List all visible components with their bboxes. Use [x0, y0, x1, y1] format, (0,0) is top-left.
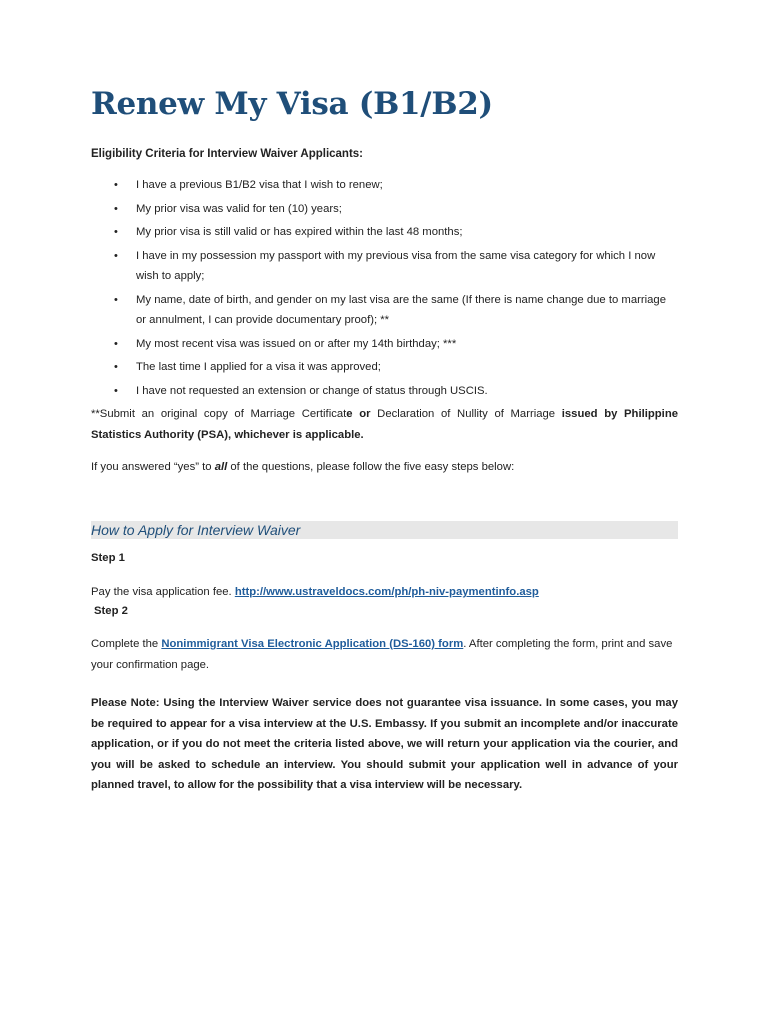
step-2-label: Step 2 [94, 605, 128, 617]
list-item [91, 199, 678, 220]
list-item-text: The last time I applied for a visa it was approved; [136, 361, 381, 373]
list-item-text: My prior visa was valid for ten (10) years; [136, 202, 342, 215]
psa-note-part3: Declaration of Nullity of Marriage [370, 408, 562, 420]
list-item-text: I have not requested an extension or change of status through USCIS. [136, 384, 488, 397]
list-item-text: My prior visa is still valid or has expired within the last 48 months; [136, 226, 463, 238]
psa-note-part4: issued by Philippine Statistics Authority (PSA), whichever is applicable. [91, 408, 678, 441]
bullet-icon: • [114, 249, 118, 262]
page-title: Renew My Visa (B1/B2) [91, 86, 493, 122]
bullet-icon: • [114, 179, 118, 191]
bullet-icon: • [114, 202, 118, 215]
bullet-icon: • [114, 293, 118, 306]
list-item [91, 357, 678, 378]
step-1-text [91, 582, 678, 603]
answer-line-emphasis: all [214, 461, 228, 473]
bullet-icon: • [114, 226, 118, 238]
step-2-text [91, 634, 678, 675]
payment-info-link[interactable]: http://www.ustraveldocs.com/ph/ph-niv-paymentinfo.asp [234, 586, 539, 598]
eligibility-heading: Eligibility Criteria for Interview Waiver Applicants: [91, 148, 364, 160]
step-1-label: Step 1 [91, 552, 125, 564]
psa-note-part2: e or [346, 408, 371, 420]
list-item [91, 334, 678, 355]
bullet-icon: • [114, 384, 118, 397]
step-2-after: . After completing the form, print and save your confirmation page. [91, 638, 673, 671]
criteria-list [91, 175, 678, 404]
step-2-before: Complete the [91, 638, 162, 650]
list-item [91, 222, 678, 243]
list-item [91, 381, 678, 402]
list-item [91, 290, 678, 331]
list-item-text: My most recent visa was issued on or after my 14th birthday; *** [136, 337, 457, 350]
list-item-text: My name, date of birth, and gender on my last visa are the same (If there is name change due to marriage or annulment, I can provide documentary proof); ** [136, 293, 666, 326]
psa-note-part1: **Submit an original copy of Marriage Certificat [91, 408, 347, 420]
answer-line-before: If you answered “yes” to [91, 461, 215, 473]
please-note: Please Note: Using the Interview Waiver service does not guarantee visa issuance. In some cases, you may be required to appear for a visa interview at the U.S. Embassy. If you submit an incomplete and/or inaccurate application, or if you do not meet the criteria listed above, we will return your application via the courier, and you will be asked to schedule an interview. You should submit your application well in advance of your planned travel, to allow for the possibility that a visa interview will be necessary. [91, 697, 678, 791]
section-header [91, 521, 678, 539]
bullet-icon: • [114, 337, 118, 350]
psa-note [91, 404, 678, 445]
answer-line-after: of the questions, please follow the five easy steps below: [227, 461, 515, 473]
list-item-text: I have in my possession my passport with my previous visa from the same visa category for which I now wish to apply; [136, 249, 656, 282]
section-title: How to Apply for Interview Waiver [91, 522, 301, 538]
bullet-icon: • [114, 361, 118, 373]
list-item-text: I have a previous B1/B2 visa that I wish to renew; [136, 179, 383, 191]
step-1-description: Pay the visa application fee. [91, 586, 235, 598]
list-item [91, 246, 678, 287]
ds160-form-link[interactable]: Nonimmigrant Visa Electronic Application (DS-160) form [161, 638, 464, 650]
answer-line [91, 457, 514, 477]
list-item [91, 175, 678, 196]
